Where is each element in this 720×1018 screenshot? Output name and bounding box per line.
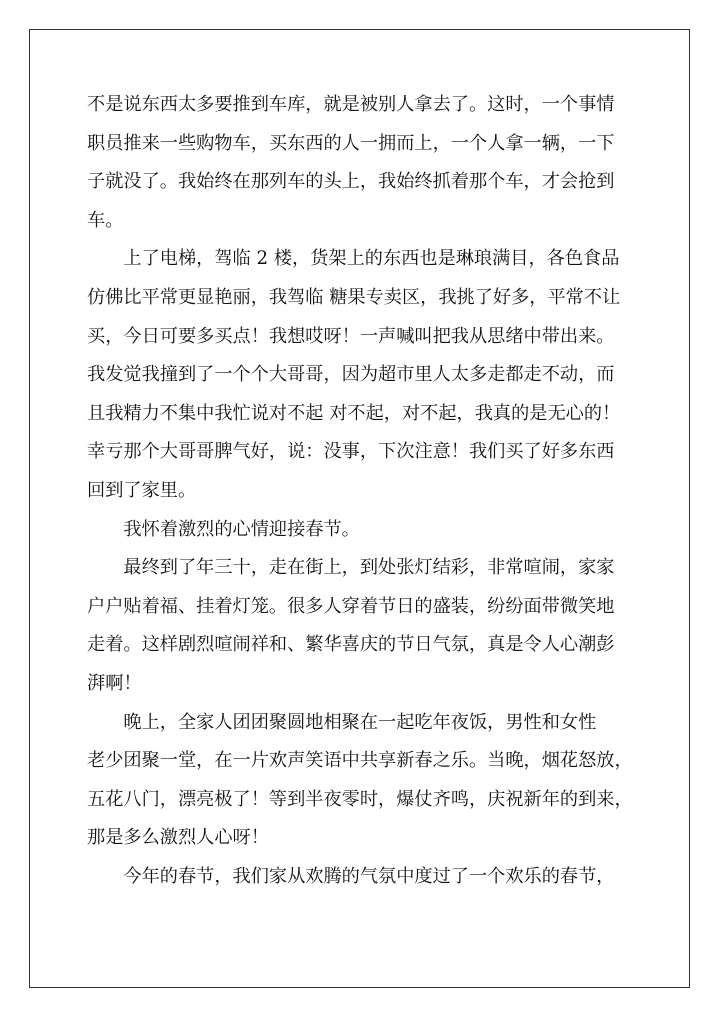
text-line: 我发觉我撞到了一个个大哥哥，因为超市里人太多走都走不动，而 xyxy=(87,364,615,386)
text-line: 我怀着激烈的心情迎接春节。 xyxy=(123,518,360,540)
text-line: 走着。这样剧烈喧闹祥和、繁华喜庆的节日气氛，真是令人心潮彭 xyxy=(87,634,615,656)
text-line: 不是说东西太多要推到车库，就是被别人拿去了。这时，一个事情 xyxy=(87,94,615,115)
text-line: 晚上，全家人团团聚圆地相聚在一起吃年夜饭，男性和女性 xyxy=(123,711,597,733)
paragraph-1 xyxy=(87,86,647,240)
text-line: 职员推来一些购物车，买东西的人一拥而上，一个人拿一辆，一下 xyxy=(87,132,615,154)
text-line: 户户贴着福、挂着灯笼。很多人穿着节日的盛装，纷纷面带微笑地 xyxy=(87,595,615,617)
paragraph-5 xyxy=(87,704,647,858)
text-line: 买，今日可要多买点！我想哎呀！一声喊叫把我从思绪中带出来。 xyxy=(87,325,615,347)
paragraph-2 xyxy=(87,240,647,510)
text-line: 车。 xyxy=(87,209,124,231)
text-line: 上了电梯，驾临 2 楼，货架上的东西也是琳琅满目，各色食品 xyxy=(123,248,620,270)
text-line: 回到了家里。 xyxy=(87,479,197,501)
text-line: 湃啊！ xyxy=(87,672,142,694)
text-line: 今年的春节，我们家从欢腾的气氛中度过了一个欢乐的春节， xyxy=(123,865,615,887)
document-body xyxy=(87,86,647,896)
text-line: 子就没了。我始终在那列车的头上，我始终抓着那个车，才会抢到 xyxy=(87,171,615,193)
paragraph-4 xyxy=(87,549,647,703)
text-line: 五花八门，漂亮极了！等到半夜零时，爆仗齐鸣，庆祝新年的到来， xyxy=(87,788,633,810)
paragraph-6 xyxy=(87,858,647,897)
text-line: 最终到了年三十，走在街上，到处张灯结彩，非常喧闹，家家 xyxy=(123,557,615,579)
text-line: 老少团聚一堂，在一片欢声笑语中共享新春之乐。当晚，烟花怒放， xyxy=(87,750,633,772)
text-line: 且我精力不集中我忙说对不起 对不起，对不起，我真的是无心的！ xyxy=(87,402,621,424)
paragraph-3 xyxy=(87,511,647,550)
text-line: 仿佛比平常更显艳丽，我驾临 糖果专卖区，我挑了好多，平常不让 xyxy=(87,286,621,308)
text-line: 那是多么激烈人心呀！ xyxy=(87,827,269,849)
text-line: 幸亏那个大哥哥脾气好，说：没事，下次注意！我们买了好多东西 xyxy=(87,441,615,463)
